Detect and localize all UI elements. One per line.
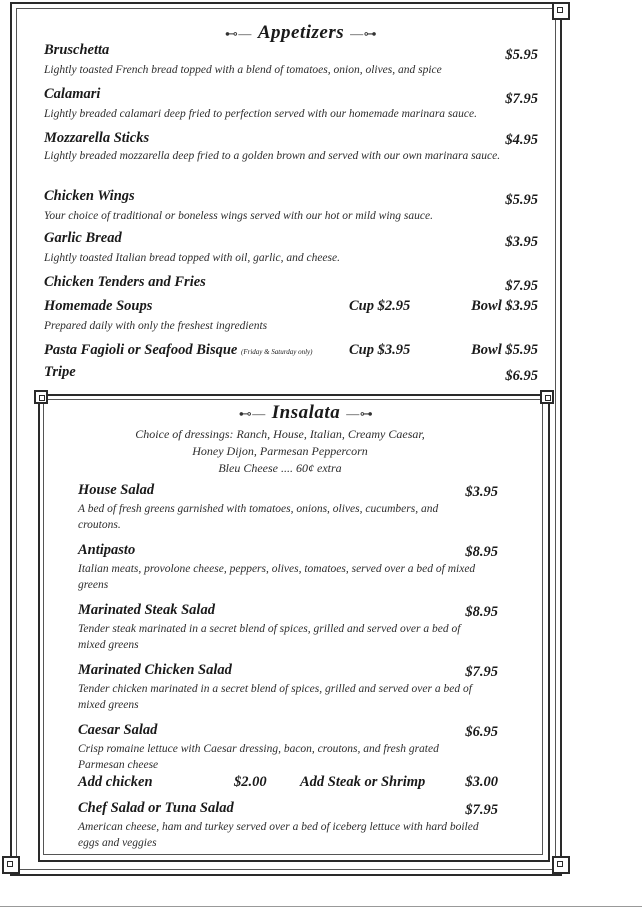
- item-price: $7.95: [465, 664, 498, 680]
- item-name: Tripe: [44, 364, 76, 380]
- menu-item-marinated-steak-salad: [78, 602, 498, 653]
- ornament-left-icon: ⊷—: [238, 405, 266, 421]
- item-description: A bed of fresh greens garnished with tomatoes, onions, olives, cucumbers, and croutons.: [78, 503, 439, 531]
- menu-item-caesar-salad: [78, 722, 498, 773]
- add-chicken-label: Add chicken: [78, 774, 153, 790]
- item-price: $7.95: [465, 802, 498, 818]
- item-description: American cheese, ham and turkey served over a bed of iceberg lettuce with hard boiled eggs and veggies: [78, 821, 479, 849]
- item-name: Chef Salad or Tuna Salad: [78, 800, 234, 816]
- menu-item-tripe: [44, 364, 538, 384]
- item-name: [44, 342, 538, 359]
- item-description: Crisp romaine lettuce with Caesar dressing, bacon, croutons, and fresh grated Parmesan cheese: [78, 743, 439, 771]
- item-description: Lightly breaded mozzarella deep fried to a golden brown and served with our own marinara sauce.: [44, 150, 501, 162]
- soup-bowl-price: Bowl $3.95: [471, 298, 538, 314]
- item-name: Antipasto: [78, 542, 136, 558]
- item-description: Tender chicken marinated in a secret blend of spices, grilled and served over a bed of mixed greens: [78, 683, 472, 711]
- item-name: Chicken Tenders and Fries: [44, 274, 206, 290]
- item-description: Lightly toasted Italian bread topped with oil, garlic, and cheese.: [44, 252, 340, 264]
- item-price: $5.95: [505, 47, 538, 63]
- pasta-bowl-price: Bowl $5.95: [471, 342, 538, 358]
- item-name: Homemade Soups: [44, 298, 153, 314]
- menu-item-calamari: [44, 86, 538, 122]
- item-name: Calamari: [44, 86, 101, 102]
- ornament-right-icon: —⊶: [346, 405, 374, 421]
- menu-item-house-salad: [78, 482, 498, 533]
- add-chicken-price: $2.00: [234, 774, 267, 790]
- corner-ornament-br: [552, 856, 570, 874]
- item-description: Your choice of traditional or boneless wings served with our hot or mild wing sauce.: [44, 210, 433, 222]
- ornament-right-icon: —⊶: [350, 25, 378, 41]
- menu-item-chicken-tenders: [44, 274, 538, 294]
- menu-item-chicken-wings: [44, 188, 538, 224]
- appetizers-title-text: Appetizers: [257, 22, 345, 43]
- ornament-left-icon: ⊷—: [224, 25, 252, 41]
- menu-item-pasta-fagioli: [44, 342, 538, 359]
- insalata-title-text: Insalata: [271, 402, 341, 423]
- menu-item-chef-salad: [78, 800, 498, 851]
- menu-item-garlic-bread: [44, 230, 538, 266]
- menu-item-mozzarella-sticks: [44, 130, 538, 164]
- dressings-line-3: Bleu Cheese .... 60¢ extra: [218, 461, 342, 475]
- item-name: Mozzarella Sticks: [44, 130, 150, 146]
- addons-row: [78, 774, 498, 791]
- item-price: $4.95: [505, 132, 538, 148]
- item-price: $7.95: [505, 278, 538, 294]
- item-name: Marinated Chicken Salad: [78, 662, 232, 678]
- item-name: House Salad: [78, 482, 155, 498]
- item-name: Chicken Wings: [44, 188, 135, 204]
- dressings-block: [20, 426, 540, 477]
- item-name: Caesar Salad: [78, 722, 158, 738]
- corner-ornament-tr: [552, 2, 570, 20]
- item-description: Prepared daily with only the freshest ingredients: [44, 320, 268, 332]
- item-description: Lightly toasted French bread topped with a blend of tomatoes, onion, olives, and spice: [44, 64, 442, 76]
- menu-item-bruschetta: [44, 42, 538, 78]
- item-price: $7.95: [505, 91, 538, 107]
- soup-cup-price: Cup $2.95: [349, 298, 411, 314]
- item-price: $6.95: [505, 368, 538, 384]
- item-name: Marinated Steak Salad: [78, 602, 215, 618]
- item-price: $3.95: [465, 484, 498, 500]
- add-steak-price: $3.00: [465, 774, 498, 790]
- item-description: Italian meats, provolone cheese, peppers, olives, tomatoes, served over a bed of mixed greens: [78, 563, 476, 591]
- item-price: $8.95: [465, 544, 498, 560]
- item-price: $6.95: [465, 724, 498, 740]
- pasta-cup-price: Cup $3.95: [349, 342, 411, 358]
- menu-item-homemade-soups: [44, 298, 538, 334]
- pasta-name: Pasta Fagioli or Seafood Bisque: [44, 342, 238, 358]
- item-price: $8.95: [465, 604, 498, 620]
- item-description: Lightly breaded calamari deep fried to perfection served with our homemade marinara sauce.: [44, 108, 477, 120]
- menu-item-marinated-chicken-salad: [78, 662, 498, 713]
- corner-ornament-bl: [2, 856, 20, 874]
- add-steak-label: Add Steak or Shrimp: [300, 774, 426, 790]
- insalata-title: [0, 402, 642, 424]
- page-bottom-rule: [0, 906, 642, 907]
- item-description: Tender steak marinated in a secret blend of spices, grilled and served over a bed of mixed greens: [78, 623, 461, 651]
- item-name: Garlic Bread: [44, 230, 122, 246]
- item-price: $5.95: [505, 192, 538, 208]
- item-name: Bruschetta: [44, 42, 110, 58]
- item-price: $3.95: [505, 234, 538, 250]
- dressings-line-1: Choice of dressings: Ranch, House, Italian, Creamy Caesar,: [135, 427, 425, 441]
- appetizers-title: [0, 22, 642, 44]
- dressings-line-2: Honey Dijon, Parmesan Peppercorn: [192, 444, 368, 458]
- pasta-note: (Friday & Saturday only): [240, 348, 313, 356]
- menu-item-antipasto: [78, 542, 498, 593]
